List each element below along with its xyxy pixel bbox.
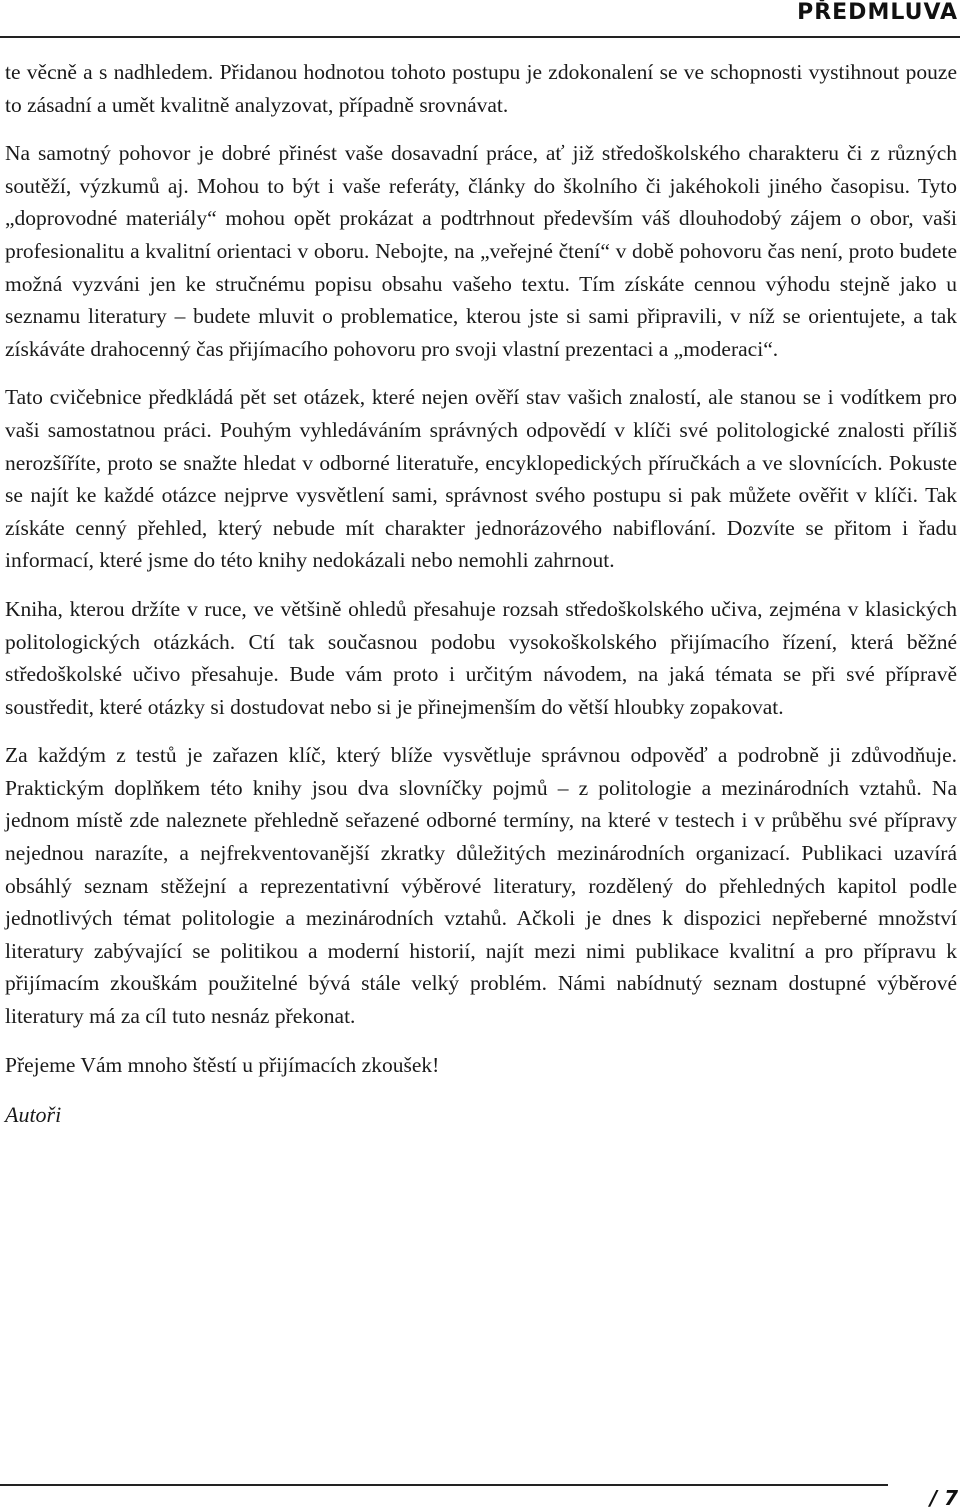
paragraph: Tato cvičebnice předkládá pět set otázek, které nejen ověří stav vašich znalostí, ale stanou se i vodítkem pro vaši samostatnou práci. Pouhým vyhledáváním správných odpovědí v klíči své politologické znalosti příliš nerozšíříte, proto se snažte hledat v odborné literatuře, encyklopedických příručkách a ve slovnících. Pokuste se najít ke každé otázce nejprve vysvětlení sami, správnost svého postupu si pak můžete ověřit v klíči. Tak získáte cenný přehled, který nebude mít charakter jednorázového nabiflování. Dozvíte se přitom i řadu informací, které jsme do této knihy nedokázali nebo nemohli zahrnout. [5,385,957,573]
paragraph: Na samotný pohovor je dobré přinést vaše dosavadní práce, ať již středoškolského charakteru či z různých soutěží, výzkumů aj. Mohou to být i vaše referáty, články do školního či jakéhokoli jiného časopisu. Tyto „doprovodné materiály“ mohou opět prokázat a podtrhnout především váš dlouhodobý zájem o obor, vaši profesionalitu a kvalitní orientaci v oboru. Nebojte, na „veřejné čtení“ v době pohovoru čas není, proto budete možná vyzváni jen ke stručnému popisu obsahu vašeho textu. Tím získáte cennou výhodu stejně jako u seznamu literatury – budete mluvit o problematice, kterou jste si sami připravili, v níž se orientujete, a tak získáváte drahocenný čas přijímacího pohovoru pro svoji vlastní prezentaci a „moderaci“. [5,141,957,361]
body-text [5,56,957,1148]
closing-wish: Přejeme Vám mnoho štěstí u přijímacích zkoušek! [5,1052,440,1077]
page-number: / 7 [929,1486,958,1510]
signature: Autoři [5,1102,62,1128]
footer-rule [0,1484,888,1486]
paragraph: Kniha, kterou držíte v ruce, ve většině ohledů přesahuje rozsah středoškolského učiva, zejména v klasických politologických otázkách. Ctí tak současnou podobu vysokoškolského přijímacího řízení, která běžné středoškolské učivo přesahuje. Bude vám proto i určitým návodem, na jaká témata se při své přípravě soustředit, které otázky si dostudovat nebo si je přinejmenším do větší hloubky zopakovat. [5,596,957,719]
paragraph: Za každým z testů je zařazen klíč, který blíže vysvětluje správnou odpověď a podrobně ji zdůvodňuje. Praktickým doplňkem této knihy jsou dva slovníčky pojmů – z politologie a mezinárodních vztahů. Na jednom místě zde naleznete přehledně seřazené odborné termíny, na které v testech i v průběhu své přípravy nejednou narazíte, a nejfrekventovanější zkratky důležitých mezinárodních organizací. Publikaci uzavírá obsáhlý seznam stěžejní a reprezentativní výběrové literatury, rozdělený do přehledných kapitol podle jednotlivých témat politologie a mezinárodních vztahů. Ačkoli je dnes k dispozici nepřeberné množství literatury zabývající se politikou a moderní historií, najít mezi nimi publikace kvalitní a pro přípravu k přijímacím zkouškám použitelné bývá stále velký problém. Námi nabídnutý seznam dostupné výběrové literatury má za cíl tuto nesnáz překonat. [5,743,957,1029]
paragraph: te věcně a s nadhledem. Přidanou hodnotou tohoto postupu je zdokonalení se ve schopnosti vystihnout pouze to zásadní a umět kvalitně analyzovat, případně srovnávat. [5,60,957,117]
header-rule [0,36,960,38]
running-title: PŘEDMLUVA [797,0,958,25]
